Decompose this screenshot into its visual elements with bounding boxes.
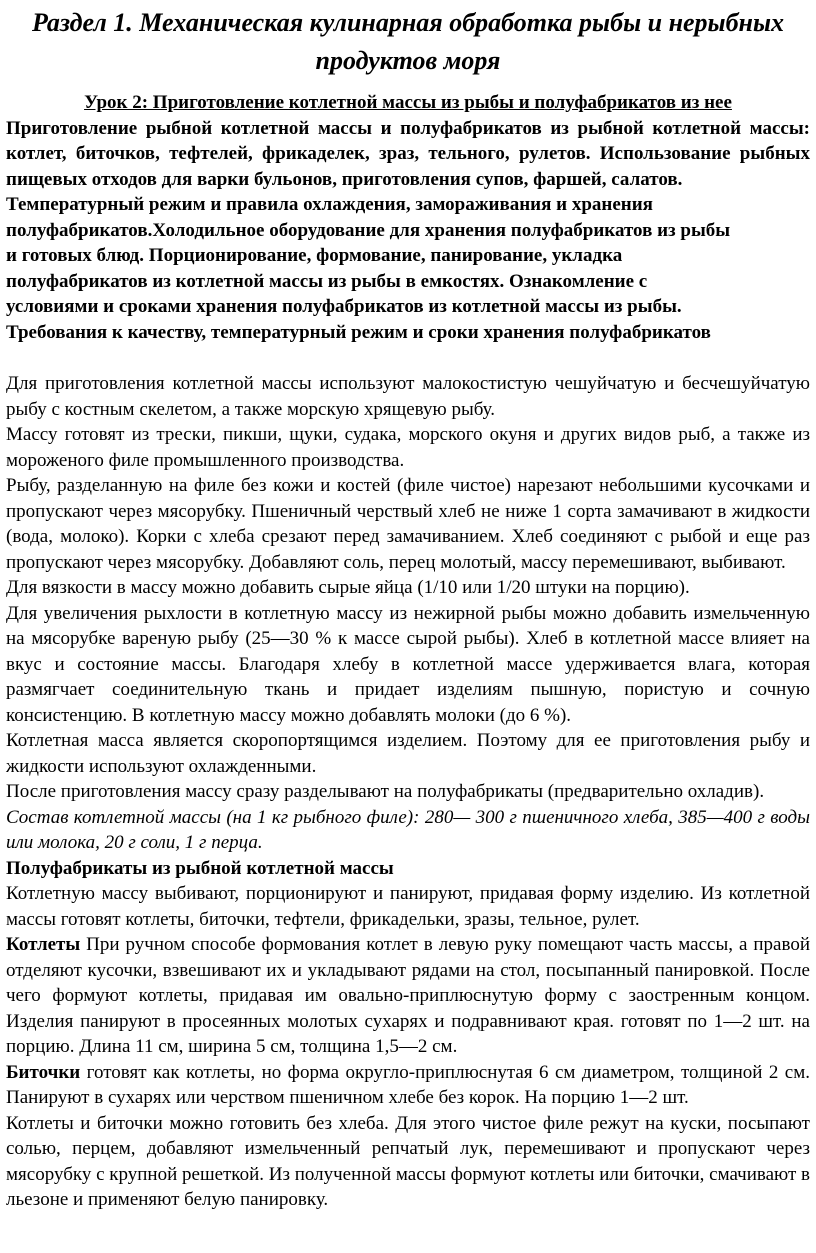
topics-line-3: и готовых блюд. Порционирование, формование, панирование, укладка	[6, 245, 623, 266]
paragraph-fish-selection: Для приготовления котлетной массы используют малокостистую чешуйчатую и бесчешуйчатую рыбу с костным скелетом, а также морскую хрящевую рыбу.	[6, 373, 810, 420]
topics-paragraph-1: Приготовление рыбной котлетной массы и полуфабрикатов из рыбной котлетной массы: котлет, биточков, тефтелей, фрикаделек, зраз, тельного, рулетов. Использование рыбных пищевых отходов для варки бульонов, приготовления супов, фаршей, салатов.	[6, 117, 810, 190]
lesson-title: Урок 2: Приготовление котлетной массы из рыбы и полуфабрикатов из нее	[84, 92, 732, 113]
paragraph-preparation: Рыбу, разделанную на филе без кожи и костей (филе чистое) нарезают небольшими кусочками и пропускают через мясорубку. Пшеничный черствый хлеб не ниже 1 сорта замачивают в жидкости (вода, молоко). Корки с хлеба срезают перед замачиванием. Хлеб соединяют с рыбой и еще раз пропускают через мясорубку. Добавляют соль, перец молотый, массу перемешивают, выбивают.	[6, 475, 810, 573]
bitochki-text: готовят как котлеты, но форма округло-приплюснутая 6 см диаметром, толщиной 2 см. Панируют в сухарях или черством пшеничном хлебе без корок. На порцию 1—2 шт.	[6, 1061, 810, 1108]
heading-semi-finished: Полуфабрикаты из рыбной котлетной массы	[6, 857, 394, 879]
paragraph-after-prep: После приготовления массу сразу разделывают на полуфабрикаты (предварительно охладив).	[6, 781, 765, 802]
paragraph-eggs: Для вязкости в массу можно добавить сырые яйца (1/10 или 1/20 штуки на порцию).	[6, 577, 690, 598]
section-title-line-1: Раздел 1. Механическая кулинарная обработка рыбы и нерыбных	[31, 8, 785, 37]
paragraph-semi-finished: Котлетную массу выбивают, порционируют и панируют, придавая форму изделию. Из котлетной массы готовят котлеты, биточки, тефтели, фрикадельки, зразы, тельное, рулет.	[6, 883, 810, 930]
term-bitochki: Биточки	[6, 1061, 81, 1083]
kotlety-text: При ручном способе формования котлет в левую руку помещают часть массы, а правой отделяют кусочки, взвешивают их и укладывают рядами на стол, посыпанный панировкой. После чего формуют котлеты, придавая им овально-приплюснутую форму с заостренным концом. Изделия панируют в просеянных молотых сухарях и подравнивают края. готовят по 1—2 шт. на порцию. Длина 11 см, ширина 5 см, толщина 1,5—2 см.	[6, 934, 810, 1057]
section-title-line-2: продуктов моря	[315, 46, 501, 75]
paragraph-recipe: Состав котлетной массы (на 1 кг рыбного филе): 280— 300 г пшеничного хлеба, 385—400 г воды или молока, 20 г соли, 1 г перца.	[6, 806, 810, 853]
paragraph-without-bread: Котлеты и биточки можно готовить без хлеба. Для этого чистое филе режут на куски, посыпают солью, перцем, добавляют измельченный репчатый лук, перемешивают и пропускают через мясорубку с крупной решеткой. Из полученной массы формуют котлеты или биточки, смачивают в льезоне и применяют белую панировку.	[6, 1112, 810, 1210]
topics-line-5: условиями и сроками хранения полуфабрикатов из котлетной массы из рыбы.	[6, 296, 682, 317]
paragraph-bitochki	[6, 1060, 810, 1111]
topics-line-6: Требования к качеству, температурный режим и сроки хранения полуфабрикатов	[6, 321, 711, 343]
document-page	[0, 4, 816, 1213]
spacer	[6, 345, 810, 371]
topics-line-4: полуфабрикатов из котлетной массы из рыбы в емкостях. Ознакомление с	[6, 270, 648, 292]
term-kotlety: Котлеты	[6, 934, 81, 955]
topics-line-1: Температурный режим и правила охлаждения, замораживания и хранения	[6, 194, 653, 215]
paragraph-looseness: Для увеличения рыхлости в котлетную массу из нежирной рыбы можно добавить измельченную на мясорубке вареную рыбу (25—30 % к массе сырой рыбы). Хлеб в котлетной массе влияет на вкус и состояние массы. Благодаря хлебу в котлетной массе удерживается влага, которая размягчает соединительную ткань и придает изделиям пышную, пористую и сочную консистенцию. В котлетную массу можно добавлять молоки (до 6 %).	[6, 602, 810, 726]
section-title	[6, 4, 810, 80]
topics-line-2: полуфабрикатов.Холодильное оборудование для хранения полуфабрикатов из рыбы	[6, 219, 731, 241]
paragraph-fish-types: Массу готовят из трески, пикши, щуки, судака, морского окуня и других видов рыб, а также из мороженого филе промышленного производства.	[6, 424, 810, 471]
paragraph-kotlety	[6, 932, 810, 1060]
paragraph-perishable: Котлетная масса является скоропортящимся изделием. Поэтому для ее приготовления рыбу и жидкости используют охлажденными.	[6, 730, 810, 777]
